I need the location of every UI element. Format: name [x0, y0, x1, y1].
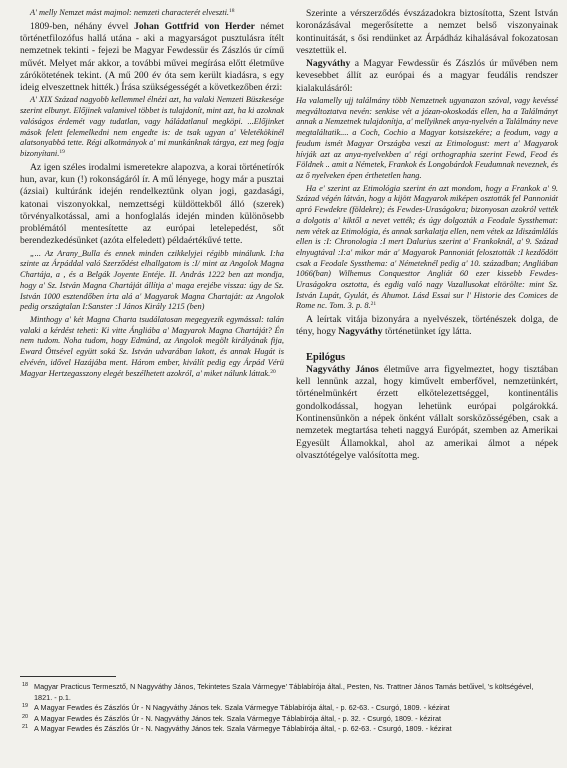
paragraph-text: életműve arra figyelmeztet, hogy tisztában kell lennünk azzal, hogy kiművelt emberfővel, nemzetünkért, történelmünkért érzett elkötelezettséggel, kontinentális gondolkodással, hogyan lehetünk európai polgárokká. Kontinensünkön a népek önként vállalt sorsközösségében, csak a nemzetek megtartása teheti naggyá Európát, szemben az Amerikai Egyesült Államokkal, ahol az amerikai álmot a népek olvasztótégelye valósította meg.: [296, 363, 558, 461]
right-column: [296, 8, 558, 463]
paragraph: Az igen széles irodalmi ismeretekre alapozva, a korai történetírók hun, avar, kun (!) rokonságáról ír. A mű lényege, hogy már a pusztai (ázsiai) kultúránk idején rendelkeztünk olyan jogi, gazdasági, katonai viszonyokkal, nemzettségi küldöttekből álló (szerek) törvényalkotással, ami a honfoglalás idején minden különösebb problémától mentesítette az európai letelepedést, sőt berendezkedésünket (azóta elfeledett) példaértékűvé tette.: [20, 161, 284, 247]
paragraph: [296, 364, 558, 462]
paragraph-text: A leírtak vitája bizonyára a nyelvészek, történészek dolga, de tény, hogy: [296, 314, 558, 338]
quote-block: [20, 8, 284, 19]
footnote: [20, 724, 550, 735]
footnote-number: 21: [22, 724, 29, 731]
footnote-number: 20: [22, 713, 29, 720]
quote-block: [20, 315, 284, 379]
person-name: Johan Gottfrid von Herder: [134, 20, 255, 32]
paragraph: [296, 314, 558, 339]
quote-block: „... Az Arany_Bulla és ennek minden czikkelyjei régibb minálunk. I:ha szinte az Árpáddal való Szerződést elhallgatom is :I/ mint az Angolok Magna Chartája, a , és a Belgák Joyente Entéje. II. András 1222 ben azt mondja, hogy a' Sz. István Magna Chartáját állítja a' maga erejébe vissza: úgy de Sz. István 1000 esztendőben írta alá a' Magyarok Magna Chartaját: az Angolok pedig országtalan I:Sanster :I János Király 1215 (ben): [20, 248, 284, 312]
footnote: [20, 714, 550, 725]
paragraph-text: a Magyar Fewdessür és Zászlós úr művében nem kevesebbet állít az európai és a magyar feudális rendszer kialakulásáról:: [296, 58, 558, 94]
footnote-text: A Magyar Fewdes és Zászlós Úr - N. Nagyváthy János tek. Szala Vármegye Táblabírója által, - p. 32. - Csurgó, 1809. - kézirat: [34, 713, 442, 723]
epilogue-heading: Epilógus: [306, 351, 346, 363]
left-column: [20, 8, 284, 381]
footnote-text: A Magyar Fewdes és Zászlós Úr - N. Nagyváthy János tek. Szala Vármegye Táblabírója által, - p. 62-63. - Csurgó, 1809. - kézirat: [34, 724, 452, 734]
footnote-text: A Magyar Fewdes és Zászlós Úr - N Nagyváthy János tek. Szala Vármegye Táblabírója által, - p. 62-63. - Csurgó, 1809. - kézirat: [34, 703, 450, 713]
person-name: Nagyváthy János: [306, 363, 379, 375]
quote-text: Ha e' szerint az Etimológia szerint én azt mondom, hogy a Frankok a' 9. Század végén látván, hogy a kijött Magyarok miképen osztották fel Pannoniát apró Fewdekre (földekre); és Fewdes-Uraságokra; bizonyosan azokról vették a dolgotis a' kiktől a nevet vették; és úgy dolgozták a Feodale Syssthemat: nem vétek az Etimológia, és annak sarkalatja ellen, nem vétek az Idiszámlálás ellen is :I: Chronologia :I mert Dalurius szerint a' Frankoknál, a' 9. Század elnyugtával :I:a' mikor már a' Magyarok Pannoniát felosztották :I kezdődött csak a Feodale Syssthema: a' Németeknél pedig a' 10. században; Angliában 1066(ban) Wilhemus Conquesttor Angliát 60 ezer kissebb Fewdes-Uraságokra osztotta, és egdig való nagy Vazallusokat eltörölte: mint Sz. István Lupát, Gyulát, és Ahumot. Lásd Essai sur l' Historie des Comices de Rome nc. Tom. 3. p. 8.: [296, 183, 558, 311]
footnote-number: 18: [22, 682, 29, 688]
paragraph-text: 1809-ben, néhány évvel: [30, 20, 129, 32]
paragraph-text: történetünket így látta.: [384, 326, 472, 338]
quote-block: [20, 95, 284, 159]
footnote-text: Magyar Practicus Termesztő, N Nagyváthy János, Tekintetes Szala Vármegye' Táblabírója által., Pesten, Ns. Trattner János Tamás betűivel, 's költségével, 1821. - p.1.: [34, 682, 534, 702]
footnote-divider: [20, 676, 116, 677]
quote-block: Ha valamelly ujj találmány több Nemzetnek ugyanazon szóval, vagy kevéssé megváltoztatva nevén: senkise vét a józan-okoskodás ellen, ha a Találmányt annak a Nemzetnek tulajdonítja, a' mellyiknek anya-nyelvén a Találmány neve megtaláltatik.... a Coch, Cochio a Magyar kotsiszekére; a feodum, vagy a feudum ismét Magyar Országba veszi az Etimologust: mert a' Magyarok hívják azt az anya-nyelvekben a' régi orthographia szerint Fewd, Feod és Földnek .. amit a Németek, Frankok és Longobárdok Feudumnak neveznek, és az ő nyelveken épen érthetetlen hang.: [296, 96, 558, 180]
quote-block: [296, 184, 558, 312]
quote-text: Minthogy a' két Magna Charta tsudálatosan megegyezik egymással: talán valaki a kérdést teheti: Ki vitte Ángliába a' Magyarok Magna Chartáját? Én nem tudom. Noha tudom, hogy Edmúnd, az Angolok megölt királyának fija, Eward Öttsével együtt soká Sz. István udvarában lakott, és annak Hugát is elvévén, idővel Hazájába ment. Három ember, kiválít pedig egy Árpád Vérü Magyar Hertzegasszony elegét beszélhetett azokról, a' miket nálunk láttak.: [20, 315, 284, 378]
footnote-ref[interactable]: 20: [270, 368, 276, 375]
footnote-ref[interactable]: 18: [229, 8, 235, 14]
footnotes: [20, 682, 550, 735]
quote-text: A' melly Nemzet mást majmol: nemzeti characterét elveszti.: [30, 8, 230, 17]
footnote: [20, 703, 550, 714]
footnote-number: 19: [22, 703, 29, 710]
person-name: Nagyváthy: [306, 58, 351, 70]
footnote-ref[interactable]: 19: [59, 149, 65, 155]
paragraph: Szerinte a vérszerződés évszázadokra biztosította, Szent István koronázásával megerősítette a nemzet belső viszonyainak kontinuitását, s ősi rendünket az Árpádház kihalásával fokozatosan vesztettük el.: [296, 8, 558, 56]
person-name: Nagyváthy: [338, 326, 383, 338]
footnote-ref[interactable]: 21: [370, 301, 377, 308]
footnote: [20, 682, 550, 703]
paragraph: [20, 21, 284, 95]
paragraph: [296, 58, 558, 95]
quote-text: A' XIX Század nagyobb kellemmel élnézi azt, ha valaki Nemzeti Büszkesége szerint elbunyt. Előjinek valamivel többet is tulajdonít, mint azt, ha ki azoknak valóságos érdemét vagy tudatlan, vagy háládatlanul megköpi. ...Előjinket mások felett felemelkedni nem engedte is: de tsak ugyan a' Veletékökinél alatsonyabbá tette. Régi alkotmányok a' mi munkánknak tárgya, ezt meg fogja bizonyítani.: [20, 95, 284, 158]
paragraph-text: német történetfilozófus hallá utána - aki a magyarságot pusztulásra ítélt nemzetnek tekinti - fejezi be Magyar Fewdessür és Zászlós úr című művét. Melyet már akkor, a további művei megírása előtt életműve zárókötetének tekint. (A mű 200 év óta sem került kiadásra, s egy ideig elveszettnek hitték.) Írása szükségességét a következőben érzi:: [20, 20, 284, 94]
